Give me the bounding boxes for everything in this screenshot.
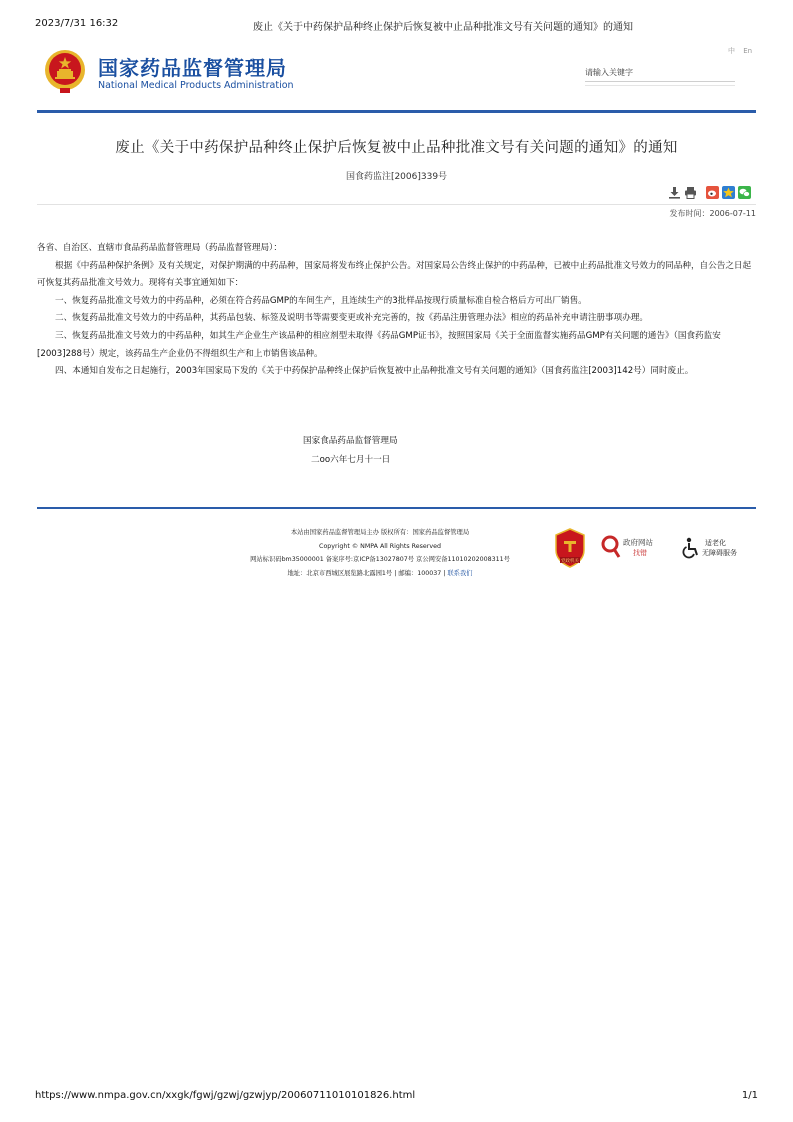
print-page-number: 1/1 bbox=[741, 1090, 758, 1101]
elderly-friendly-label: 适老化 bbox=[705, 539, 726, 547]
site-footer bbox=[200, 526, 560, 580]
signature-block bbox=[37, 432, 756, 470]
national-emblem-icon bbox=[44, 48, 86, 94]
weibo-share-icon[interactable] bbox=[706, 186, 719, 199]
paragraph-item-2: 二、恢复药品批准文号效力的中药品种，其药品包装、标签及说明书等需要变更或补充完善的，按《药品注册管理办法》相应的药品补充申请注册事项办理。 bbox=[55, 313, 648, 324]
contact-us-link[interactable]: 联系我们 bbox=[447, 569, 473, 577]
header-divider bbox=[37, 110, 756, 113]
footer-copyright: Copyright © NMPA All Rights Reserved bbox=[319, 542, 441, 550]
wechat-share-icon[interactable] bbox=[738, 186, 751, 199]
lang-cn-link[interactable]: 中 bbox=[728, 47, 735, 55]
site-logo[interactable] bbox=[44, 48, 304, 96]
paragraph-item-3: 三、恢复药品批准文号效力的中药品种，如其生产企业生产该品种的相应剂型未取得《药品GMP证书》，按照国家局《关于全面监督实施药品GMP有关问题的通告》（国食药监安[2003]288号）规定，该药品生产企业仍不得组织生产和上市销售该品种。 bbox=[37, 330, 721, 359]
footer-sponsor: 本站由国家药品监督管理局主办 版权所有：国家药品监督管理局 bbox=[290, 529, 470, 536]
paragraph-item-1: 一、恢复药品批准文号效力的中药品种，必须在符合药品GMP的车间生产，且连续生产的3批样品按现行质量标准自检合格后方可出厂销售。 bbox=[55, 295, 587, 306]
download-icon[interactable] bbox=[668, 186, 681, 199]
error-report-icon bbox=[601, 534, 621, 560]
print-header bbox=[35, 18, 758, 32]
publish-date: 发布时间：2006-07-11 bbox=[669, 209, 756, 218]
party-gov-badge-label: 党政机关 bbox=[561, 559, 579, 564]
print-footer-url: https://www.nmpa.gov.cn/xxgk/fgwj/gzwj/gzwjyp/20060711010101826.html bbox=[35, 1090, 416, 1101]
gov-site-label: 政府网站 bbox=[623, 538, 653, 547]
signature-date: 二oo六年七月十一日 bbox=[311, 455, 391, 465]
paragraph-intro: 根据《中药品种保护条例》及有关规定，对保护期满的中药品种，国家局将发布终止保护公告。对国家局公告终止保护的中药品种，已被中止药品批准文号效力的同品种，自公告之日起可恢复其药品批准文号效力。现将有关事宜通知如下： bbox=[37, 260, 752, 289]
accessibility-label: 无障碍服务 bbox=[702, 549, 737, 557]
footer-address: 地址：北京市西城区展览路北露园1号 | 邮编：100037 | bbox=[287, 569, 448, 577]
party-gov-emblem-icon bbox=[554, 528, 586, 568]
document-number: 国食药监注[2006]339号 bbox=[345, 172, 448, 182]
print-icon[interactable] bbox=[684, 186, 697, 199]
accessibility-badge[interactable] bbox=[680, 535, 750, 561]
site-name-cn: 国家药品监督管理局 bbox=[98, 56, 287, 80]
language-switch bbox=[728, 46, 758, 56]
print-datetime: 2023/7/31 16:32 bbox=[35, 18, 119, 29]
publish-divider bbox=[37, 204, 756, 205]
favorite-share-icon[interactable] bbox=[722, 186, 735, 199]
footer-registration: 网站标识码bm35000001 备案序号:京ICP备13027807号 京公网安备11010202008311号 bbox=[250, 556, 510, 563]
print-page-title: 废止《关于中药保护品种终止保护后恢复被中止品种批准文号有关问题的通知》的通知 bbox=[253, 22, 633, 33]
article-body bbox=[37, 240, 756, 381]
footer-divider bbox=[37, 507, 756, 509]
find-error-label: 找错 bbox=[633, 549, 647, 557]
search-input[interactable]: 请输入关键字 bbox=[585, 64, 735, 82]
signature-org: 国家食品药品监督管理局 bbox=[303, 436, 398, 446]
party-gov-badge[interactable] bbox=[554, 528, 586, 568]
gov-site-error-badge[interactable] bbox=[601, 532, 663, 562]
article-title: 废止《关于中药保护品种终止保护后恢复被中止品种批准文号有关问题的通知》的通知 bbox=[115, 140, 678, 156]
search-underline bbox=[585, 85, 735, 86]
footer-address-line bbox=[200, 567, 560, 581]
lang-en-link[interactable]: En bbox=[743, 47, 753, 55]
paragraph-item-4: 四、本通知自发布之日起施行，2003年国家局下发的《关于中药保护品种终止保护后恢复被中止品种批准文号有关问题的通知》（国食药监注[2003]142号）同时废止。 bbox=[55, 366, 694, 377]
salutation: 各省、自治区、直辖市食品药品监督管理局（药品监督管理局）： bbox=[37, 243, 282, 253]
wheelchair-icon bbox=[680, 537, 702, 559]
site-name-en: National Medical Products Administration bbox=[98, 80, 294, 91]
